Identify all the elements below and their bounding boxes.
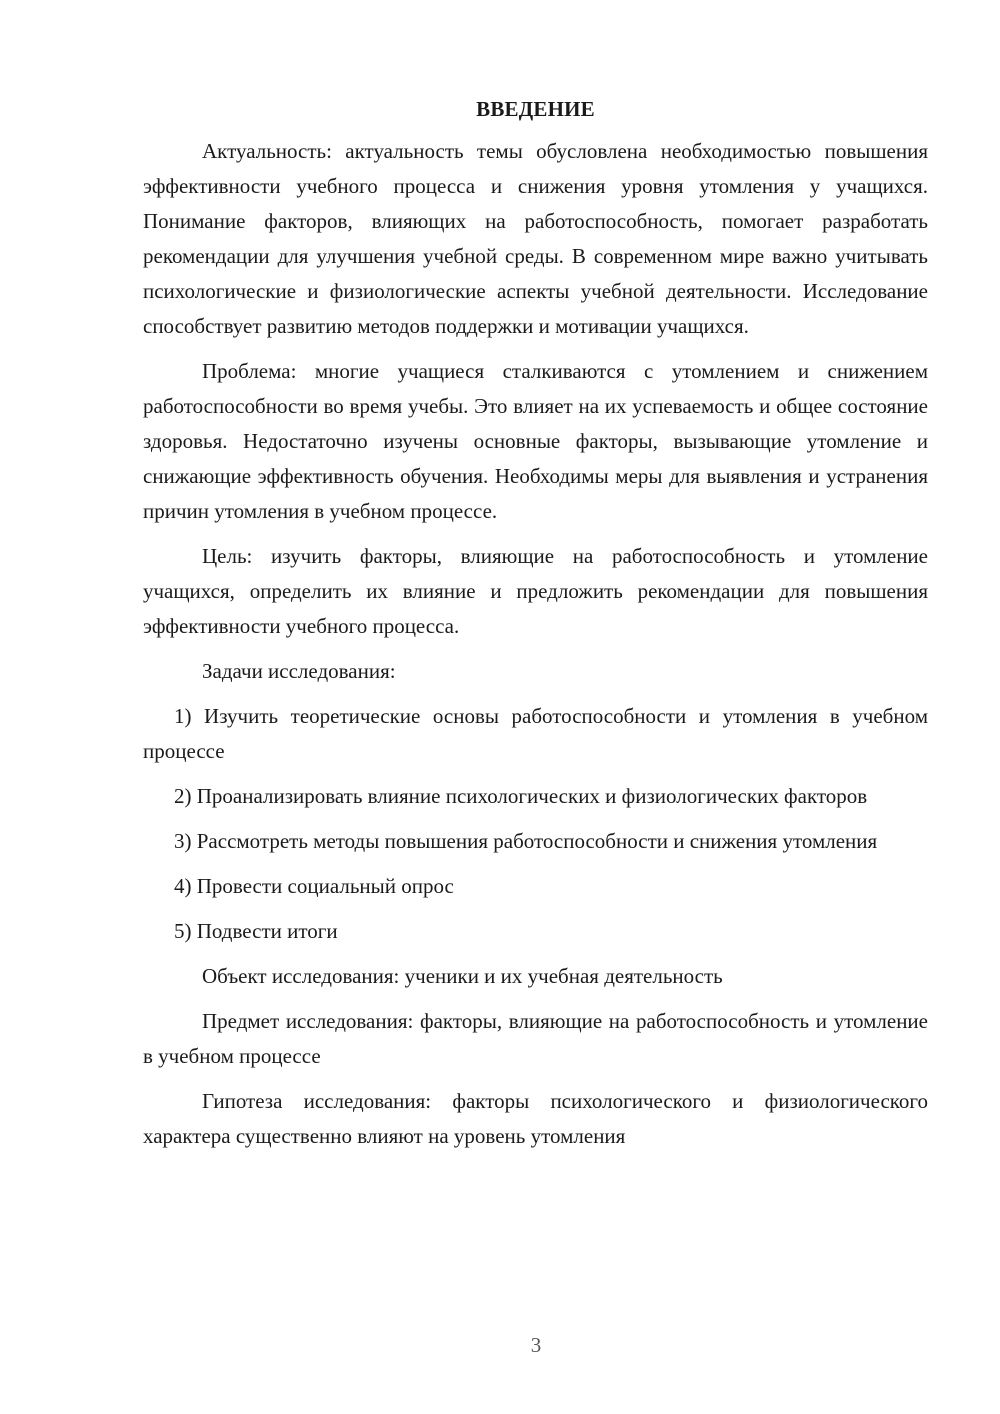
hypothesis-paragraph: Гипотеза исследования: факторы психологического и физиологического характера существенно влияют на уровень утомления (143, 1089, 928, 1148)
task-item-1: 1) Изучить теоретические основы работоспособности и утомления в учебном процессе (143, 704, 928, 763)
task-item-4: 4) Провести социальный опрос (174, 874, 454, 898)
page-number: 3 (530, 1333, 542, 1357)
research-object-paragraph: Объект исследования: ученики и их учебная деятельность (202, 964, 723, 988)
problem-paragraph: Проблема: многие учащиеся сталкиваются с утомлением и снижением работоспособности во время учебы. Это влияет на их успеваемость и общее состояние здоровья. Недостаточно изучены основные факторы, вызывающие утомление и снижающие эффективность обучения. Необходимы меры для выявления и устранения причин утомления в учебном процессе. (143, 359, 928, 523)
task-item-5: 5) Подвести итоги (174, 919, 338, 943)
relevance-paragraph: Актуальность: актуальность темы обусловлена необходимостью повышения эффективности учебного процесса и снижения уровня утомления у учащихся. Понимание факторов, влияющих на работоспособность, помогает разработать рекомендации для улучшения учебной среды. В современном мире важно учитывать психологические и физиологические аспекты учебной деятельности. Исследование способствует развитию методов поддержки и мотивации учащихся. (143, 139, 928, 338)
research-subject-paragraph: Предмет исследования: факторы, влияющие на работоспособность и утомление в учебном процессе (143, 1009, 928, 1068)
section-title: ВВЕДЕНИЕ (476, 97, 595, 121)
goal-paragraph: Цель: изучить факторы, влияющие на работоспособность и утомление учащихся, определить их влияние и предложить рекомендации для повышения эффективности учебного процесса. (143, 544, 928, 638)
task-item-3: 3) Рассмотреть методы повышения работоспособности и снижения утомления (174, 829, 878, 853)
tasks-heading: Задачи исследования: (202, 659, 396, 683)
task-item-2: 2) Проанализировать влияние психологических и физиологических факторов (174, 784, 868, 808)
page-content (143, 92, 928, 1164)
